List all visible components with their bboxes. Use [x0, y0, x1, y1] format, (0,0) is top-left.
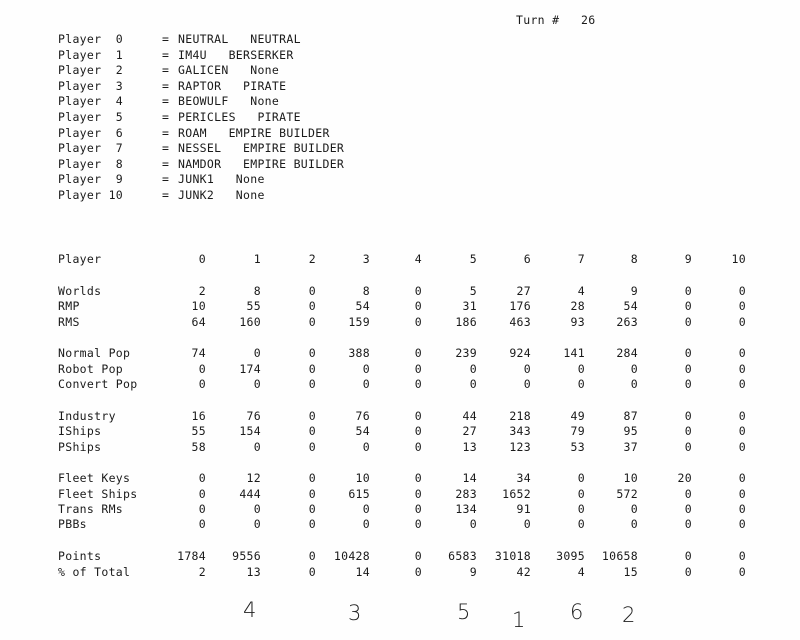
cell-player-8: 0: [630, 502, 638, 516]
player-entry: [58, 126, 344, 142]
player-description: NESSEL EMPIRE BUILDER: [178, 141, 345, 156]
cell-player-5: 44: [462, 409, 477, 423]
cell-player-9: 0: [684, 517, 692, 531]
cell-player-9: 0: [684, 424, 692, 438]
cell-player-5: 13: [462, 440, 477, 454]
cell-player-0: 64: [191, 315, 206, 329]
cell-player-10: 0: [738, 299, 746, 313]
row-label: Robot Pop: [58, 362, 124, 376]
cell-player-9: 0: [684, 565, 692, 579]
cell-player-8: 87: [623, 409, 638, 423]
cell-player-7: 28: [570, 299, 585, 313]
equals-sign: =: [162, 109, 170, 124]
row-label: PShips: [58, 440, 102, 454]
cell-player-3: 0: [362, 440, 370, 454]
cell-player-0: 58: [191, 440, 206, 454]
cell-player-2: 0: [308, 549, 316, 563]
player-label: Player 8: [58, 156, 124, 171]
cell-player-3: 54: [355, 424, 370, 438]
row-label: Points: [58, 549, 102, 563]
cell-player-8: 95: [623, 424, 638, 438]
cell-player-0: 0: [198, 252, 206, 266]
equals-sign: =: [162, 78, 170, 93]
row-label: RMP: [58, 299, 80, 313]
cell-player-8: 9: [630, 284, 638, 298]
equals-sign: =: [162, 156, 170, 171]
player-description: NEUTRAL NEUTRAL: [178, 32, 301, 46]
cell-player-4: 0: [414, 517, 422, 531]
cell-player-0: 74: [191, 346, 206, 360]
cell-player-3: 10428: [333, 549, 370, 563]
equals-sign: =: [162, 141, 170, 156]
cell-player-3: 388: [348, 346, 370, 360]
cell-player-6: 0: [523, 362, 531, 376]
player-label: Player 6: [58, 125, 124, 140]
cell-player-9: 0: [684, 440, 692, 454]
cell-player-9: 20: [677, 471, 692, 485]
turn-number: 26: [581, 13, 596, 27]
cell-player-2: 0: [308, 284, 316, 298]
cell-player-10: 0: [738, 424, 746, 438]
cell-player-3: 14: [355, 565, 370, 579]
cell-player-5: 186: [455, 315, 477, 329]
cell-player-3: 3: [362, 252, 370, 266]
cell-player-2: 0: [308, 502, 316, 516]
cell-player-6: 218: [509, 409, 531, 423]
cell-player-8: 572: [616, 487, 638, 501]
cell-player-6: 27: [516, 284, 531, 298]
cell-player-6: 34: [516, 471, 531, 485]
cell-player-4: 0: [414, 565, 422, 579]
player-label: Player 9: [58, 172, 124, 187]
cell-player-3: 76: [355, 409, 370, 423]
player-label: Player 3: [58, 78, 124, 93]
cell-player-9: 0: [684, 299, 692, 313]
cell-player-2: 0: [308, 517, 316, 531]
cell-player-10: 0: [738, 502, 746, 516]
rank-mark-player-3: 3: [348, 601, 362, 625]
player-description: JUNK1 None: [178, 172, 265, 187]
cell-player-10: 0: [738, 346, 746, 360]
cell-player-7: 7: [577, 252, 585, 266]
rank-mark-player-8: 2: [622, 603, 636, 627]
row-label: Player: [58, 252, 102, 266]
cell-player-4: 0: [414, 315, 422, 329]
cell-player-2: 0: [308, 471, 316, 485]
cell-player-1: 154: [239, 424, 261, 438]
cell-player-10: 0: [738, 315, 746, 329]
cell-player-10: 0: [738, 440, 746, 454]
cell-player-9: 0: [684, 549, 692, 563]
row-label: Trans RMs: [58, 502, 124, 516]
cell-player-7: 0: [577, 502, 585, 516]
equals-sign: =: [162, 187, 170, 202]
cell-player-10: 0: [738, 362, 746, 376]
cell-player-5: 14: [462, 471, 477, 485]
cell-player-8: 0: [630, 362, 638, 376]
cell-player-7: 141: [563, 346, 585, 360]
player-entry: [58, 48, 344, 64]
cell-player-2: 0: [308, 377, 316, 391]
cell-player-1: 174: [239, 362, 261, 376]
cell-player-9: 0: [684, 409, 692, 423]
row-label: RMS: [58, 315, 80, 329]
cell-player-3: 8: [362, 284, 370, 298]
cell-player-6: 924: [509, 346, 531, 360]
cell-player-6: 6: [523, 252, 531, 266]
cell-player-7: 0: [577, 487, 585, 501]
cell-player-4: 0: [414, 471, 422, 485]
cell-player-9: 9: [684, 252, 692, 266]
cell-player-1: 160: [239, 315, 261, 329]
cell-player-8: 263: [616, 315, 638, 329]
cell-player-7: 93: [570, 315, 585, 329]
cell-player-7: 79: [570, 424, 585, 438]
equals-sign: =: [162, 125, 170, 140]
cell-player-6: 0: [523, 377, 531, 391]
row-label: Industry: [58, 409, 116, 423]
cell-player-4: 0: [414, 440, 422, 454]
equals-sign: =: [162, 63, 170, 78]
cell-player-4: 0: [414, 502, 422, 516]
cell-player-1: 13: [246, 565, 261, 579]
cell-player-6: 91: [516, 502, 531, 516]
player-entry: [58, 94, 344, 110]
cell-player-1: 0: [253, 377, 261, 391]
rank-mark-player-1: 4: [243, 598, 257, 622]
cell-player-5: 9: [469, 565, 477, 579]
player-label: Player 10: [58, 187, 124, 202]
equals-sign: =: [162, 47, 170, 62]
cell-player-7: 3095: [556, 549, 585, 563]
cell-player-7: 4: [577, 565, 585, 579]
player-label: Player 5: [58, 109, 124, 124]
cell-player-8: 10658: [601, 549, 638, 563]
player-description: ROAM EMPIRE BUILDER: [178, 125, 330, 140]
cell-player-5: 27: [462, 424, 477, 438]
cell-player-0: 16: [191, 409, 206, 423]
cell-player-7: 0: [577, 471, 585, 485]
turn-label: Turn #: [516, 13, 560, 27]
cell-player-3: 615: [348, 487, 370, 501]
cell-player-10: 0: [738, 517, 746, 531]
cell-player-4: 0: [414, 377, 422, 391]
cell-player-6: 343: [509, 424, 531, 438]
cell-player-6: 123: [509, 440, 531, 454]
player-entry: [58, 63, 344, 79]
cell-player-9: 0: [684, 315, 692, 329]
row-label: Normal Pop: [58, 346, 131, 360]
cell-player-10: 0: [738, 409, 746, 423]
equals-sign: =: [162, 32, 170, 46]
cell-player-3: 159: [348, 315, 370, 329]
player-label: Player 4: [58, 94, 124, 109]
player-entry: [58, 79, 344, 95]
cell-player-6: 42: [516, 565, 531, 579]
cell-player-0: 55: [191, 424, 206, 438]
cell-player-1: 0: [253, 502, 261, 516]
cell-player-10: 10: [731, 252, 746, 266]
player-entry: [58, 172, 344, 188]
cell-player-10: 0: [738, 565, 746, 579]
player-list: [58, 32, 344, 204]
cell-player-0: 0: [198, 362, 206, 376]
rank-mark-player-7: 6: [570, 600, 584, 624]
cell-player-3: 0: [362, 362, 370, 376]
cell-player-4: 0: [414, 346, 422, 360]
cell-player-8: 37: [623, 440, 638, 454]
cell-player-9: 0: [684, 362, 692, 376]
row-label: Worlds: [58, 284, 102, 298]
player-entry: [58, 157, 344, 173]
cell-player-10: 0: [738, 377, 746, 391]
cell-player-1: 0: [253, 517, 261, 531]
cell-player-7: 4: [577, 284, 585, 298]
cell-player-1: 0: [253, 440, 261, 454]
player-label: Player 1: [58, 47, 124, 62]
cell-player-2: 0: [308, 409, 316, 423]
cell-player-5: 5: [469, 284, 477, 298]
cell-player-4: 0: [414, 424, 422, 438]
cell-player-5: 283: [455, 487, 477, 501]
rank-mark-player-6: 1: [512, 608, 526, 632]
cell-player-9: 0: [684, 346, 692, 360]
cell-player-1: 1: [253, 252, 261, 266]
cell-player-1: 12: [246, 471, 261, 485]
cell-player-8: 284: [616, 346, 638, 360]
player-description: RAPTOR PIRATE: [178, 78, 287, 93]
cell-player-1: 0: [253, 346, 261, 360]
cell-player-0: 1784: [177, 549, 206, 563]
player-label: Player 0: [58, 32, 124, 46]
cell-player-8: 54: [623, 299, 638, 313]
row-label: Fleet Ships: [58, 487, 138, 501]
cell-player-4: 4: [414, 252, 422, 266]
player-description: PERICLES PIRATE: [178, 109, 301, 124]
cell-player-2: 0: [308, 424, 316, 438]
cell-player-5: 134: [455, 502, 477, 516]
cell-player-2: 0: [308, 565, 316, 579]
row-label: Convert Pop: [58, 377, 138, 391]
cell-player-7: 0: [577, 362, 585, 376]
cell-player-8: 8: [630, 252, 638, 266]
cell-player-7: 0: [577, 517, 585, 531]
cell-player-2: 0: [308, 440, 316, 454]
player-entry: [58, 188, 344, 204]
cell-player-1: 444: [239, 487, 261, 501]
row-label: PBBs: [58, 517, 87, 531]
cell-player-4: 0: [414, 409, 422, 423]
cell-player-5: 31: [462, 299, 477, 313]
player-description: GALICEN None: [178, 63, 280, 78]
cell-player-0: 0: [198, 502, 206, 516]
cell-player-4: 0: [414, 487, 422, 501]
cell-player-3: 0: [362, 502, 370, 516]
cell-player-1: 55: [246, 299, 261, 313]
cell-player-5: 0: [469, 362, 477, 376]
cell-player-0: 0: [198, 487, 206, 501]
cell-player-5: 0: [469, 517, 477, 531]
cell-player-4: 0: [414, 299, 422, 313]
cell-player-5: 6583: [448, 549, 477, 563]
cell-player-7: 53: [570, 440, 585, 454]
player-entry: [58, 32, 344, 48]
cell-player-8: 0: [630, 377, 638, 391]
cell-player-1: 9556: [232, 549, 261, 563]
row-label: IShips: [58, 424, 102, 438]
cell-player-0: 0: [198, 517, 206, 531]
cell-player-0: 0: [198, 471, 206, 485]
cell-player-6: 0: [523, 517, 531, 531]
cell-player-2: 0: [308, 315, 316, 329]
cell-player-9: 0: [684, 487, 692, 501]
cell-player-6: 463: [509, 315, 531, 329]
row-label: Fleet Keys: [58, 471, 131, 485]
cell-player-1: 76: [246, 409, 261, 423]
rank-mark-player-5: 5: [457, 600, 471, 624]
cell-player-5: 5: [469, 252, 477, 266]
equals-sign: =: [162, 94, 170, 109]
cell-player-9: 0: [684, 377, 692, 391]
cell-player-10: 0: [738, 471, 746, 485]
cell-player-2: 2: [308, 252, 316, 266]
cell-player-10: 0: [738, 487, 746, 501]
cell-player-5: 239: [455, 346, 477, 360]
player-entry: [58, 141, 344, 157]
cell-player-5: 0: [469, 377, 477, 391]
cell-player-1: 8: [253, 284, 261, 298]
turn-indicator: [516, 13, 595, 27]
cell-player-6: 176: [509, 299, 531, 313]
cell-player-3: 54: [355, 299, 370, 313]
cell-player-10: 0: [738, 284, 746, 298]
player-description: IM4U BERSERKER: [178, 47, 294, 62]
player-description: BEOWULF None: [178, 94, 280, 109]
cell-player-7: 0: [577, 377, 585, 391]
cell-player-10: 0: [738, 549, 746, 563]
cell-player-0: 0: [198, 377, 206, 391]
cell-player-6: 31018: [494, 549, 531, 563]
row-label: % of Total: [58, 565, 131, 579]
cell-player-3: 0: [362, 377, 370, 391]
cell-player-2: 0: [308, 362, 316, 376]
cell-player-9: 0: [684, 284, 692, 298]
cell-player-8: 15: [623, 565, 638, 579]
cell-player-4: 0: [414, 549, 422, 563]
cell-player-8: 0: [630, 517, 638, 531]
cell-player-2: 0: [308, 299, 316, 313]
cell-player-7: 49: [570, 409, 585, 423]
player-description: JUNK2 None: [178, 187, 265, 202]
cell-player-0: 2: [198, 284, 206, 298]
player-entry: [58, 110, 344, 126]
cell-player-2: 0: [308, 487, 316, 501]
equals-sign: =: [162, 172, 170, 187]
cell-player-8: 10: [623, 471, 638, 485]
cell-player-0: 10: [191, 299, 206, 313]
cell-player-6: 1652: [502, 487, 531, 501]
player-label: Player 7: [58, 141, 124, 156]
cell-player-4: 0: [414, 284, 422, 298]
cell-player-0: 2: [198, 565, 206, 579]
cell-player-2: 0: [308, 346, 316, 360]
cell-player-9: 0: [684, 502, 692, 516]
player-label: Player 2: [58, 63, 124, 78]
player-description: NAMDOR EMPIRE BUILDER: [178, 156, 345, 171]
cell-player-3: 10: [355, 471, 370, 485]
cell-player-4: 0: [414, 362, 422, 376]
cell-player-3: 0: [362, 517, 370, 531]
